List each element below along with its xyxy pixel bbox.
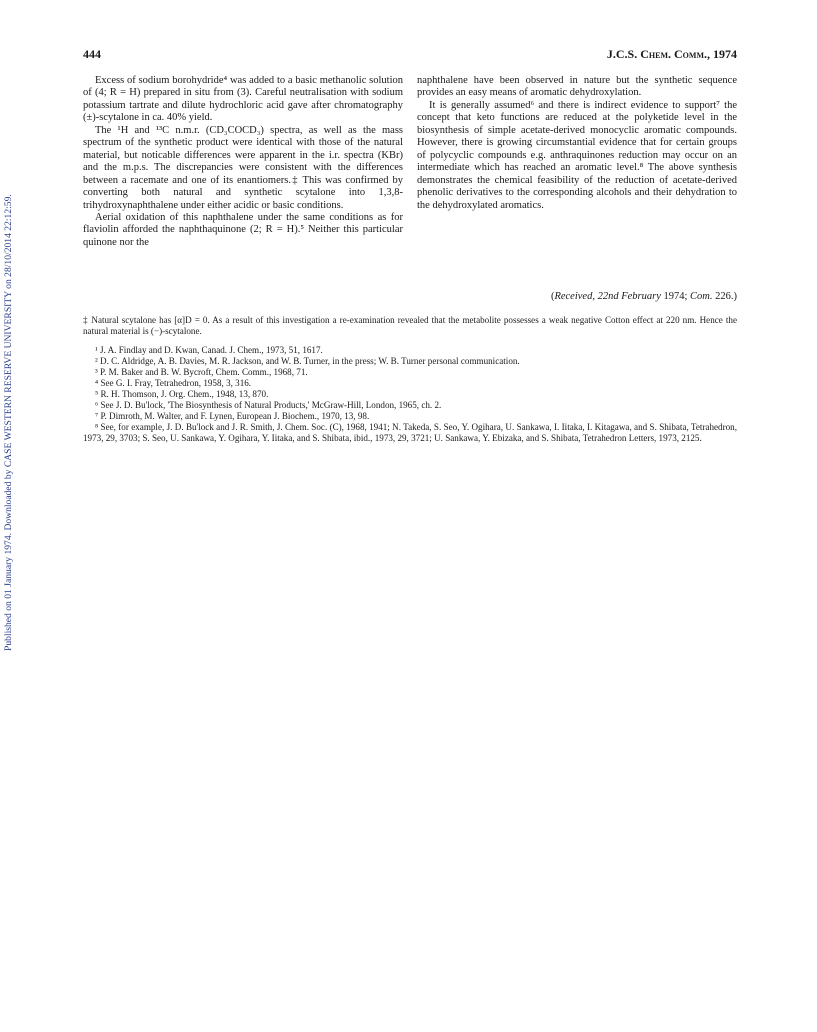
reference-item: ³ P. M. Baker and B. W. Bycroft, Chem. Comm., 1968, 71.	[95, 366, 308, 377]
footnote-dagger	[83, 315, 737, 337]
com-number: 226.)	[712, 291, 737, 302]
running-head-year: , 1974	[707, 47, 737, 61]
paragraph-nmr: The ¹H and ¹³C n.m.r. (CD₃COCD₃) spectra, as well as the mass spectrum of the synthetic product were identical with those of the natural material, but noticable differences were apparent in the i.r. spectra (KBr) and the m.p.s. The discrepancies were consistent with the differences between a racemate and one of its enantiomers.‡ This was confirmed by converting both natural and synthetic scytalone into 1,3,8-trihydroxynaphthalene under either acidic or basic conditions.	[83, 124, 403, 211]
left-column	[83, 75, 403, 249]
download-watermark	[3, 131, 17, 651]
paragraph-continuation: naphthalene have been observed in nature but the synthetic sequence provides an easy means of aromatic dehydroxylation.	[417, 75, 737, 99]
reference-item: ⁵ R. H. Thomson, J. Org. Chem., 1948, 13, 870.	[95, 388, 269, 399]
page-number: 444	[83, 47, 101, 61]
paragraph-aerial-oxidation: Aerial oxidation of this naphthalene under the same conditions as for flaviolin afforded the naphthaquinone (2; R = H).⁵ Neither this particular quinone nor the	[83, 211, 403, 248]
com-label: Com.	[690, 291, 713, 302]
paragraph-biosynthesis: It is generally assumed⁶ and there is indirect evidence to support⁷ the concept that keto functions are reduced at the polyketide level in the biosynthesis of simple acetate-derived monocyclic aromatic compounds. However, there is growing circumstantial evidence that for certain groups of polycyclic compounds e.g. anthraquinones reduction may occur on an intermediate which has reached an aromatic level.⁸ The above synthesis demonstrates the chemical feasibility of the reduction of acetate-derived phenolic derivatives to the corresponding alcohols and their dehydration to the dehydroxylated aromatics.	[417, 99, 737, 211]
received-year: 1974;	[660, 291, 691, 302]
reference-item: ⁶ See J. D. Bu'lock, 'The Biosynthesis of Natural Products,' McGraw-Hill, London, 1965, ch. 2.	[95, 399, 442, 410]
received-line	[417, 291, 737, 302]
paragraph-borohydride: Excess of sodium borohydride⁴ was added to a basic methanolic solution of (4; R = H) prepared in situ from (3). Careful neutralisation with sodium potassium tartrate and dilute hydrochloric acid gave after chromatography (±)-scytalone in ca. 40% yield.	[83, 75, 403, 124]
reference-item: ¹ J. A. Findlay and D. Kwan, Canad. J. Chem., 1973, 51, 1617.	[95, 345, 323, 355]
reference-item: ⁸ See, for example, J. D. Bu'lock and J. R. Smith, J. Chem. Soc. (C), 1968, 1941; N. Takeda, S. Seo, Y. Ogihara, U. Sankawa, I. Iitaka, I. Kitagawa, and S. Shibata, Tetrahedron, 1973, 29, 3703; S. Seo, U. Sankawa, Y. Ogihara, Y. Iitaka, and S. Shibata, ibid., 1973, 29, 3721; U. Sankawa, Y. Ebizaka, and S. Shibata, Tetrahedron Letters, 1973, 2125.	[83, 421, 737, 443]
download-watermark-text: Published on 01 January 1974. Downloaded by CASE WESTERN RESERVE UNIVERSITY on 28/10/2014 22:12:59.	[3, 194, 14, 651]
right-column	[417, 75, 737, 212]
footnote-dagger-line-1: ‡ Natural scytalone has [α]D = 0. As a result of this investigation a re-examination revealed that the metabolite possesses a weak	[83, 315, 569, 325]
running-head	[607, 47, 737, 62]
footnote-dagger-line-2: negative Cotton effect at 220 nm. Hence the natural material is (−)-scytalone.	[83, 315, 737, 337]
reference-item: ² D. C. Aldridge, A. B. Davies, M. R. Jackson, and W. B. Turner, in the press; W. B. Turner personal communication.	[95, 355, 520, 366]
references-list	[83, 345, 737, 444]
running-head-prefix: J.C.S.	[606, 47, 641, 61]
received-open: (	[550, 291, 555, 302]
running-head-journal: Chem. Comm.	[640, 47, 707, 61]
received-label: Received, 22nd February	[554, 291, 661, 302]
reference-item: ⁴ See G. I. Fray, Tetrahedron, 1958, 3, 316.	[95, 377, 252, 388]
reference-item: ⁷ P. Dimroth, M. Walter, and F. Lynen, European J. Biochem., 1970, 13, 98.	[95, 410, 370, 421]
